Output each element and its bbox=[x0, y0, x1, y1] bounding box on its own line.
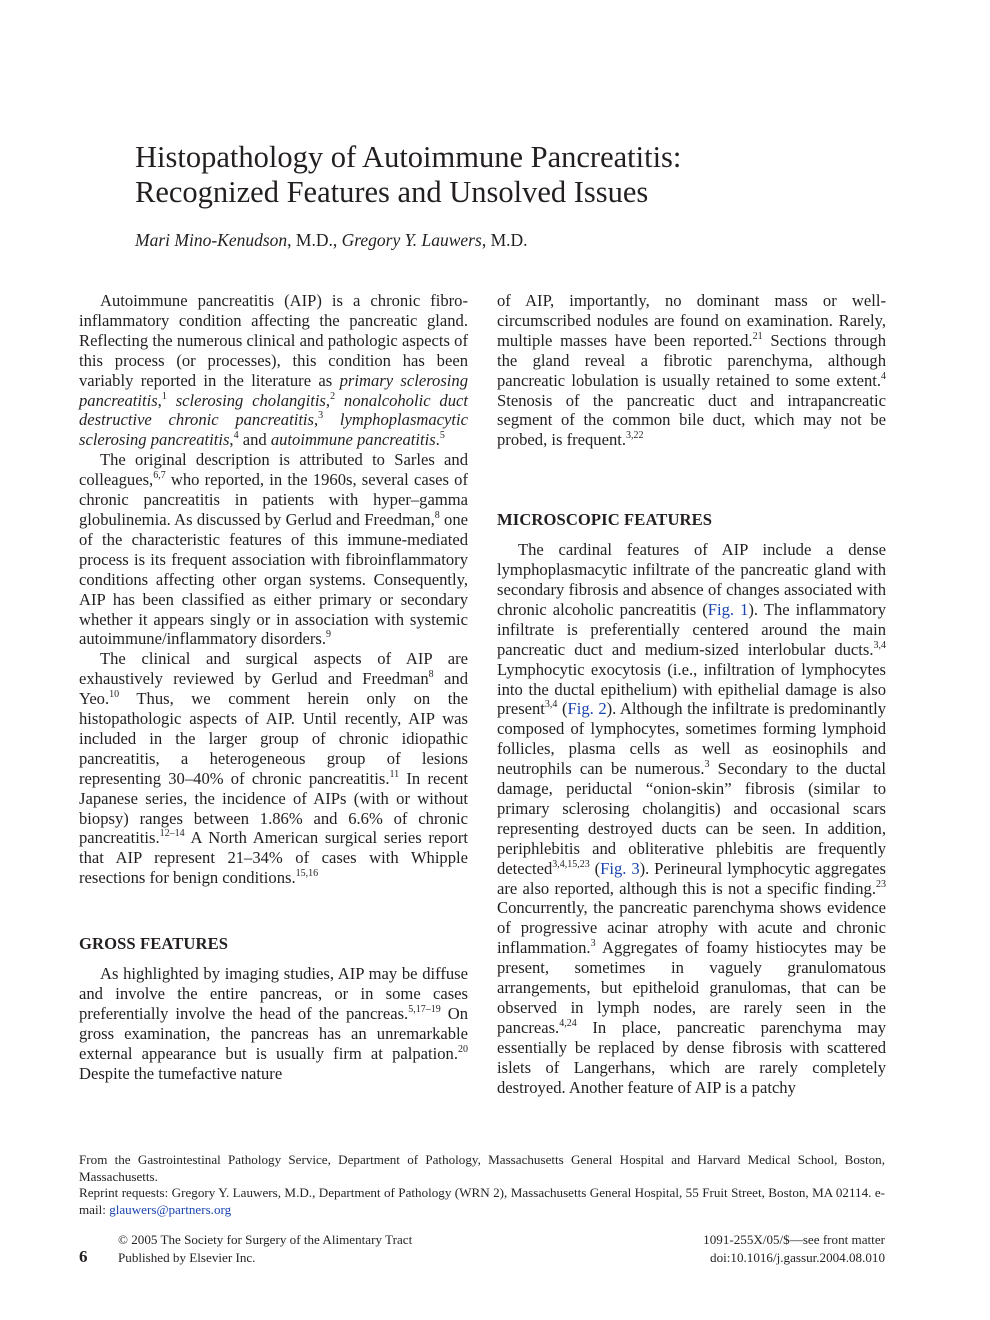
author-list bbox=[135, 230, 528, 251]
citation-ref: 5,17–19 bbox=[408, 1003, 441, 1015]
citation-ref: 6,7 bbox=[153, 470, 166, 482]
paragraph-history: The original description is attributed to Sarles and colleagues,$^{6,7}$ who reported, in the 1960s, several cases of chronic pancreatitis in patients with hyper–gamma globulinemia. As discussed by Gerlud and Freedman,$^8$ one of the characteristic features of this immune-mediated process is its frequent association with fibroinflammatory conditions affecting other organ systems. Consequently, AIP has been classified as either primary or secondary whether it appears singly or in association with systemic autoimmune/inflammatory disorders.$^9$ bbox=[79, 450, 468, 649]
citation-ref: 8 bbox=[428, 669, 434, 681]
citation-ref: 20 bbox=[458, 1043, 468, 1055]
email-link[interactable]: glauwers@partners.org bbox=[109, 1201, 232, 1217]
journal-identifiers bbox=[703, 1231, 885, 1266]
citation-ref: 2 bbox=[330, 390, 336, 402]
citation-ref: 15,16 bbox=[295, 868, 319, 880]
section-heading-microscopic: MICROSCOPIC FEATURES bbox=[497, 510, 713, 530]
footnotes bbox=[79, 1152, 885, 1218]
citation-ref: 4 bbox=[233, 430, 239, 442]
paragraph-intro: Autoimmune pancreatitis (AIP) is a chronic fibro-inflammatory condition affecting the pancreatic gland. Reflecting the numerous clinical and pathologic aspects of this process (or processes), this condition has been variably reported in the literature as primary sclerosing pancreatitis,$^1$ sclerosing cholangitis,$^2$ nonalcoholic duct destructive chronic pancreatitis,$^3$ lymphoplasmacytic sclerosing pancreatitis,$^4$ and autoimmune pancreatitis.$^5$ bbox=[79, 291, 469, 450]
figure-link-3[interactable]: Fig. 3 bbox=[600, 858, 640, 878]
affiliation-note: From the Gastrointestinal Pathology Service, Department of Pathology, Massachusetts General Hospital and Harvard Medical School, Boston, Massachusetts. bbox=[79, 1152, 885, 1184]
citation-ref: 4 bbox=[881, 370, 886, 382]
citation-ref: 10 bbox=[109, 689, 120, 701]
author-name: Gregory Y. Lauwers bbox=[341, 230, 482, 250]
figure-link-1[interactable]: Fig. 1 bbox=[707, 599, 749, 619]
citation-ref: 3,4 bbox=[544, 699, 558, 711]
figure-link-2[interactable]: Fig. 2 bbox=[567, 699, 607, 719]
right-column bbox=[497, 291, 886, 1098]
reprint-note: Reprint requests: Gregory Y. Lauwers, M.D., Department of Pathology (WRN 2), Massachusetts General Hospital, 55 Fruit Street, Boston, MA 02114. e-mail: glauwers@partners.org bbox=[79, 1185, 885, 1217]
author-name: Mari Mino-Kenudson bbox=[135, 230, 288, 250]
citation-ref: 11 bbox=[389, 768, 400, 780]
article-title bbox=[135, 140, 895, 210]
copyright: © 2005 The Society for Surgery of the Alimentary Tract Published by Elsevier Inc. bbox=[118, 1232, 413, 1265]
author-degree: , M.D. bbox=[481, 230, 528, 250]
paragraph-clinical: The clinical and surgical aspects of AIP are exhaustively reviewed by Gerlud and Freedman$^8$ and Yeo.$^{10}$ Thus, we comment herein only on the histopathologic aspects of AIP. Until recently, AIP was included in the larger group of chronic idiopathic pancreatitis, a heterogeneous group of lesions representing 30–40% of chronic pancreatitis.$^{11}$ In recent Japanese series, the incidence of AIPs (with or without biopsy) ranges between 1.86% and 6.6% of chronic pancreatitis.$^{12-14}$ A North American surgical series report that AIP represent 21–34% of cases with Whipple resections for benign conditions.$^{15,16}$ bbox=[79, 649, 468, 888]
doi: doi:10.1016/j.gassur.2004.08.010 bbox=[710, 1249, 885, 1265]
section-heading-gross: GROSS FEATURES bbox=[79, 934, 229, 954]
paragraph-gross-continued: of AIP, importantly, no dominant mass or well-circumscribed nodules are found on examination. Rarely, multiple masses have been reported.$^{21}$ Sections through the gland reveal a fibrotic parenchyma, although pancreatic lobulation is usually retained to some extent.$^4$ Stenosis of the pancreatic duct and intrapancreatic segment of the common bile duct, which may not be probed, is frequent.$^{3,22}$ bbox=[497, 291, 886, 450]
citation-ref: 3 bbox=[704, 759, 710, 771]
citation-ref: 3,22 bbox=[626, 430, 644, 442]
page-number: 6 bbox=[79, 1247, 88, 1266]
citation-ref: 3 bbox=[590, 938, 596, 950]
citation-ref: 3,4,15,23 bbox=[552, 858, 590, 870]
left-column bbox=[79, 291, 468, 1084]
citation-ref: 23 bbox=[876, 878, 886, 890]
citation-ref: 4,24 bbox=[559, 1017, 577, 1029]
citation-ref: 9 bbox=[326, 629, 332, 641]
title-line-2: Recognized Features and Unsolved Issues bbox=[135, 175, 649, 209]
citation-ref: 12–14 bbox=[159, 828, 185, 840]
citation-ref: 1 bbox=[161, 390, 167, 402]
citation-ref: 3,4 bbox=[873, 639, 886, 651]
citation-ref: 5 bbox=[439, 430, 445, 442]
title-line-1: Histopathology of Autoimmune Pancreatitis: bbox=[135, 140, 682, 174]
citation-ref: 21 bbox=[752, 330, 763, 342]
paragraph-gross: As highlighted by imaging studies, AIP may be diffuse and involve the entire pancreas, or in some cases preferentially involve the head of the pancreas.$^{5,17-19}$ On gross examination, the pancreas has an unremarkable external appearance but is usually firm at palpation.$^{20}$ Despite the tumefactive nature bbox=[79, 964, 468, 1083]
paragraph-microscopic: The cardinal features of AIP include a dense lymphoplasmacytic infiltrate of the pancreatic gland with secondary fibrosis and absence of changes associated with chronic alcoholic pancreatitis (Fig. 1). The inflammatory infiltrate is preferentially centered around the main pancreatic duct and medium-sized interlobular ducts.$^{3,4}$ Lymphocytic exocytosis (i.e., infiltration of lymphocytes into the ductal epithelium) with epithelial damage is also present$^{3,4}$ (Fig. 2). Although the infiltrate is predominantly composed of lymphocytes, sometimes forming lymphoid follicles, plasma cells as well as eosinophils and neutrophils can be numerous.$^3$ Secondary to the ductal damage, periductal “onion-skin” fibrosis (similar to primary sclerosing cholangitis) and occasional scars representing destroyed ducts can be seen. In addition, periphlebitis and obliterative phlebitis are frequently detected$^{3,4,15,23}$ (Fig. 3). Perineural lymphocytic aggregates are also reported, although this is not a specific finding.$^{23}$ Concurrently, the pancreatic parenchyma shows evidence of progressive acinar atrophy with acute and chronic inflammation.$^3$ Aggregates of foamy histiocytes may be present, sometimes in vaguely granulomatous arrangements, but epitheloid granulomas, that can be observed in lymph nodes, are rarely seen in the pancreas.$^{4,24}$ In place, pancreatic parenchyma may essentially be replaced by dense fibrosis with scattered islets of Langerhans, which are rarely completely destroyed. Another feature of AIP is a patchy bbox=[497, 540, 887, 1097]
citation-ref: 3 bbox=[318, 410, 324, 422]
issn: 1091-255X/05/$—see front matter bbox=[703, 1232, 885, 1247]
author-degree: , M.D., bbox=[287, 230, 342, 250]
citation-ref: 8 bbox=[434, 509, 440, 521]
